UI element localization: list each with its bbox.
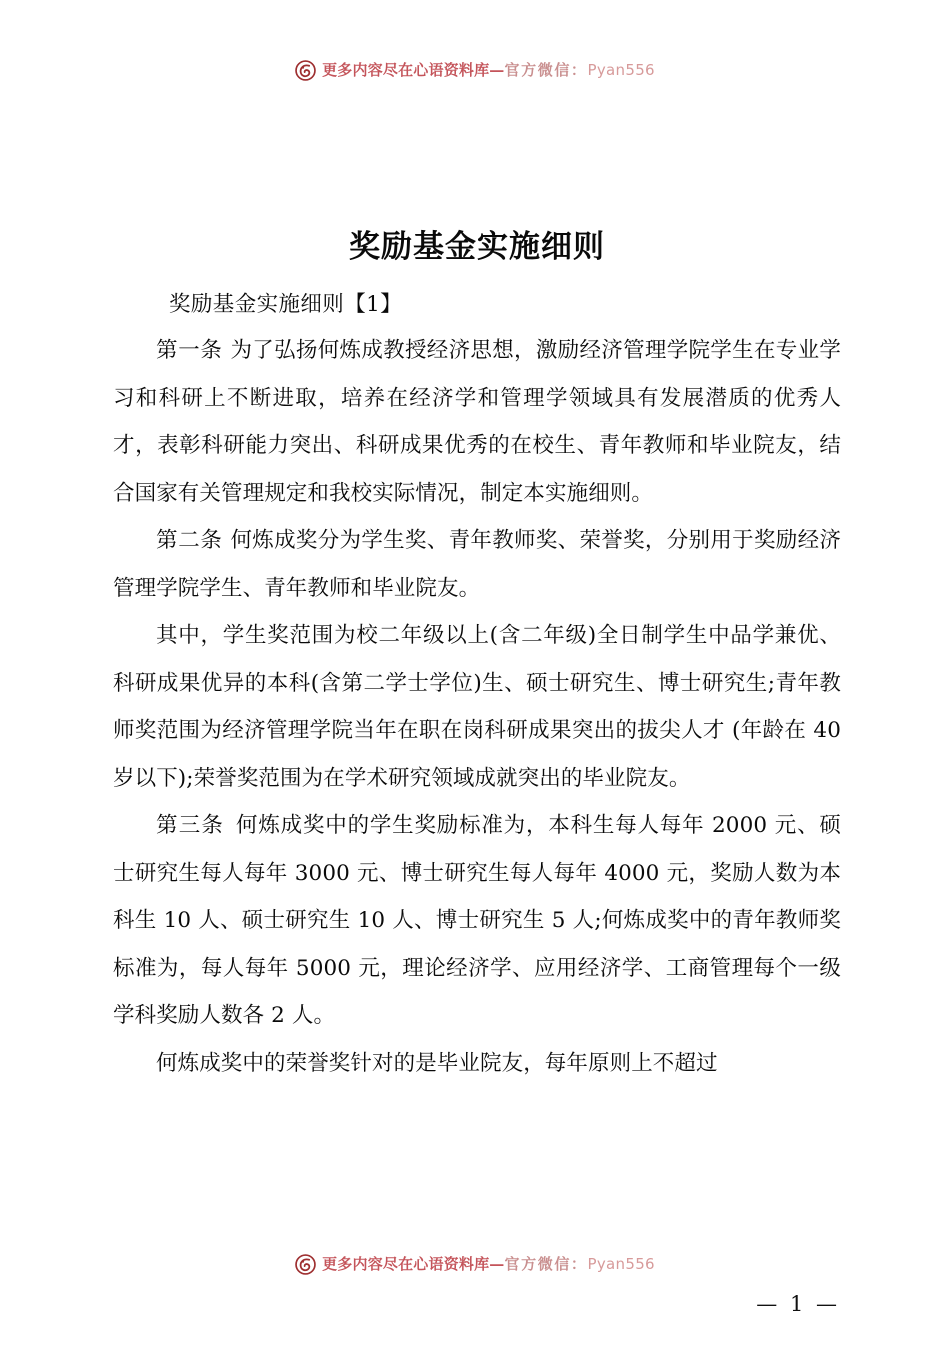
watermark-main-text: 更多内容尽在心语资料库— bbox=[322, 1254, 505, 1273]
footer-watermark bbox=[0, 1250, 950, 1278]
paragraph-article-3-honor bbox=[113, 1040, 841, 1088]
circular-swirl-logo-icon bbox=[295, 1254, 316, 1275]
article-3-text: 何炼成奖中的学生奖励标准为，本科生每人每年 2000 元、硕士研究生每人每年 3000 元、博士研究生每人每年 4000 元，奖励人数为本科生 10 人、硕士研究生 10 人、博士研究生 5 人;何炼成奖中的青年教师奖标准为，每人每年 5000 元，理论经济学、应用经济学、工商管理每个一级学科奖励人数各 2 人。 bbox=[113, 813, 841, 1028]
paragraph-article-3 bbox=[113, 802, 841, 1040]
article-1-text: 为了弘扬何炼成教授经济思想，激励经济管理学院学生在专业学习和科研上不断进取，培养在经济学和管理学领域具有发展潜质的优秀人才，表彰科研能力突出、科研成果优秀的在校生、青年教师和毕业院友，结合国家有关管理规定和我校实际情况，制定本实施细则。 bbox=[113, 338, 841, 506]
document-subtitle: 奖励基金实施细则【1】 bbox=[169, 291, 403, 317]
article-1-label: 第一条 bbox=[156, 338, 223, 363]
paragraph-article-2 bbox=[113, 517, 841, 612]
document-body bbox=[113, 228, 841, 1087]
page-number: — 1 — bbox=[756, 1292, 840, 1316]
circular-swirl-logo-icon bbox=[295, 60, 316, 81]
article-3-label: 第三条 bbox=[156, 813, 225, 838]
watermark-handle: Pyan556 bbox=[587, 1255, 655, 1273]
article-2-scope-text: 其中，学生奖范围为校二年级以上(含二年级)全日制学生中品学兼优、科研成果优异的本科(含第二学士学位)生、硕士研究生、博士研究生;青年教师奖范围为经济管理学院当年在职在岗科研成果突出的拔尖人才 (年龄在 40 岁以下);荣誉奖范围为在学术研究领域成就突出的毕业院友。 bbox=[113, 623, 841, 791]
watermark-sub-text: 官方微信： bbox=[504, 1254, 588, 1273]
watermark-handle: Pyan556 bbox=[587, 61, 655, 79]
article-2-label: 第二条 bbox=[156, 528, 223, 553]
article-3-honor-text: 何炼成奖中的荣誉奖针对的是毕业院友，每年原则上不超过 bbox=[156, 1050, 718, 1076]
header-watermark bbox=[0, 56, 950, 84]
article-2-text: 何炼成奖分为学生奖、青年教师奖、荣誉奖，分别用于奖励经济管理学院学生、青年教师和毕业院友。 bbox=[113, 528, 841, 601]
page-title: 奖励基金实施细则 bbox=[349, 229, 605, 265]
watermark-main-text: 更多内容尽在心语资料库— bbox=[322, 60, 505, 79]
watermark-sub-text: 官方微信： bbox=[504, 60, 588, 79]
paragraph-article-1 bbox=[113, 327, 841, 517]
paragraph-article-2-scope bbox=[113, 612, 841, 802]
